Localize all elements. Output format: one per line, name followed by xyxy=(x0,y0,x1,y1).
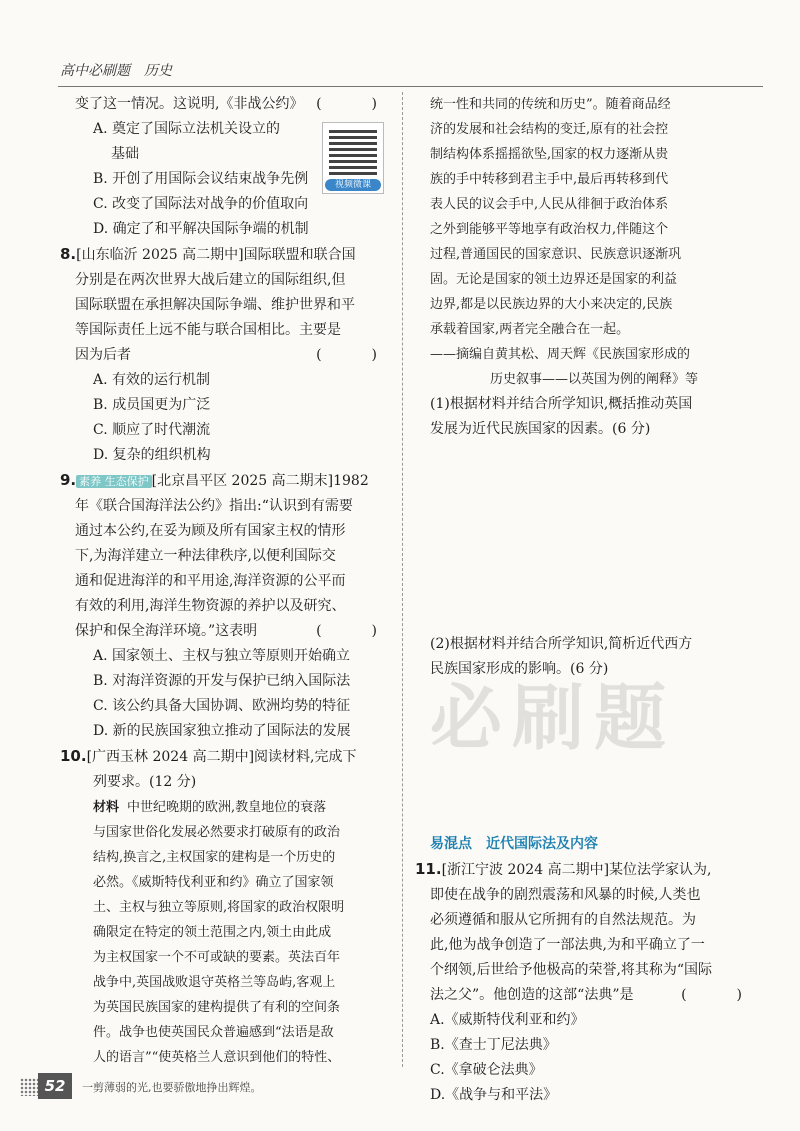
material-line: 承载着国家,两者完全融合在一起。 xyxy=(430,322,630,337)
section-title: 易混点 近代国际法及内容 xyxy=(430,836,598,852)
q7-option-a: A. 奠定了国际立法机关设立的 xyxy=(93,121,281,137)
q8-number: 8. xyxy=(60,245,77,263)
material-line: 制结构体系摇摇欲坠,国家的权力逐渐从贵 xyxy=(430,147,669,162)
q8-option-d: D. 复杂的组织机构 xyxy=(93,447,211,463)
answer-space-1[interactable] xyxy=(430,442,760,632)
q9-option-b: B. 对海洋资源的开发与保护已纳入国际法 xyxy=(93,673,351,689)
material-line: 人的语言”“使英格兰人意识到他们的特性、 xyxy=(93,1050,341,1065)
question-8 xyxy=(60,242,395,468)
q9-option-a: A. 国家领土、主权与独立等原则开始确立 xyxy=(93,648,351,664)
q9-stem-2: 年《联合国海洋法公约》指出:“认识到有需要 xyxy=(75,498,353,514)
q8-option-b: B. 成员国更为广泛 xyxy=(93,397,211,413)
material-line: 过程,普通国民的国家意识、民族意识逐渐巩 xyxy=(430,247,682,262)
literacy-tag: 素养 生态保护 xyxy=(76,475,152,488)
answer-paren: ( ) xyxy=(316,96,395,112)
q10-stem-1: [广西玉林 2024 高二期中]阅读材料,完成下 xyxy=(86,749,357,765)
material-line: 为英国民族国家的建构提供了有利的空间条 xyxy=(93,1000,341,1015)
page-number: 52 xyxy=(38,1073,72,1099)
watermark-logo: 必刷题 xyxy=(430,676,677,760)
q10-subquestion-2: (2)根据材料并结合所学知识,简析近代西方 xyxy=(430,636,693,652)
material-line: 为主权国家一个不可或缺的要素。英法百年 xyxy=(93,950,341,965)
page-footer xyxy=(20,1070,780,1115)
material-line: 表人民的议会手中,人民从徘徊于政治体系 xyxy=(430,197,669,212)
answer-paren: ( ) xyxy=(316,623,395,639)
video-qr-code[interactable] xyxy=(322,122,384,194)
header-rule xyxy=(58,86,763,87)
q8-stem-3: 国际联盟在承担解决国际争端、维护世界和平 xyxy=(75,297,355,313)
q7-option-d: D. 确定了和平解决国际争端的机制 xyxy=(93,221,309,237)
answer-paren: ( ) xyxy=(681,987,760,1003)
q9-stem-3: 通过本公约,在妥为顾及所有国家主权的情形 xyxy=(75,523,346,539)
q10-material xyxy=(75,795,395,1070)
material-line: 之外到能够平等地享有政治权力,伴随这个 xyxy=(430,222,669,237)
q11-stem-2: 即使在战争的剧烈震荡和风暴的时候,人类也 xyxy=(430,887,701,903)
q11-stem-4: 此,他为战争创造了一部法典,为和平确立了一 xyxy=(430,937,705,953)
q9-stem-4: 下,为海洋建立一种法律秩序,以便利国际交 xyxy=(75,548,336,564)
material-line: 中世纪晚期的欧洲,教皇地位的衰落 xyxy=(127,800,327,815)
material-line: 结构,换言之,主权国家的建构是一个历史的 xyxy=(93,850,336,865)
q11-option-a: A.《威斯特伐利亚和约》 xyxy=(430,1012,585,1028)
video-lesson-label: 视频微课 xyxy=(325,179,381,191)
q11-option-d: D.《战争与和平法》 xyxy=(430,1087,558,1103)
q11-stem-6: 法之父”。他创造的这部“法典”是 xyxy=(430,987,634,1003)
dot-pattern-icon xyxy=(20,1078,38,1096)
material-line: 土、主权与独立等原则,将国家的政治权限明 xyxy=(93,900,345,915)
right-column xyxy=(415,92,760,1108)
q9-option-c: C. 该公约具备大国协调、欧洲均势的特征 xyxy=(93,698,351,714)
question-10 xyxy=(60,744,395,1070)
material-line: 统一性和共同的传统和历史”。随着商品经 xyxy=(430,97,671,112)
q9-stem-5: 通和促进海洋的和平用途,海洋资源的公平而 xyxy=(75,573,346,589)
material-line: 与国家世俗化发展必然要求打破原有的政治 xyxy=(93,825,341,840)
q9-number: 9. xyxy=(60,471,77,489)
q7-option-a-cont: 基础 xyxy=(111,146,139,162)
q10-subquestion-1: (1)根据材料并结合所学知识,概括推动英国 xyxy=(430,396,693,412)
q11-option-b: B.《查士丁尼法典》 xyxy=(430,1037,557,1053)
q8-option-c: C. 顺应了时代潮流 xyxy=(93,422,211,438)
q9-stem-6: 有效的利用,海洋生物资源的养护以及研究、 xyxy=(75,598,346,614)
material-line: 件。战争也使英国民众普遍感到“法语是敌 xyxy=(93,1025,334,1040)
left-column xyxy=(60,92,395,1070)
q8-stem-1: [山东临沂 2025 高二期中]国际联盟和联合国 xyxy=(76,247,356,263)
q8-stem-4: 等国际责任上远不能与联合国相比。主要是 xyxy=(75,322,341,338)
q10-material-continued xyxy=(430,92,760,392)
material-line: 固。无论是国家的领土边界还是国家的利益 xyxy=(430,272,678,287)
q9-stem-7: 保护和保全海洋环境。”这表明 xyxy=(75,623,258,639)
q8-option-a: A. 有效的运行机制 xyxy=(93,372,211,388)
material-line: 确限定在特定的领土范围之内,领土由此成 xyxy=(93,925,332,940)
material-line: 济的发展和社会结构的变迁,原有的社会控 xyxy=(430,122,669,137)
q7-stem: 变了这一情况。这说明,《非战公约》 xyxy=(75,96,304,112)
material-label: 材料 xyxy=(93,800,120,815)
material-line: 边界,都是以民族边界的大小来决定的,民族 xyxy=(430,297,673,312)
material-line: 族的手中转移到君主手中,最后再转移到代 xyxy=(430,172,669,187)
material-line: 必然。《威斯特伐利亚和约》确立了国家领 xyxy=(93,875,334,890)
q8-stem-5: 因为后者 xyxy=(75,347,131,363)
column-divider xyxy=(402,92,403,1067)
q11-stem-3: 必须遵循和服从它所拥有的自然法规范。为 xyxy=(430,912,696,928)
q7-option-c: C. 改变了国际法对战争的价值取向 xyxy=(93,196,309,212)
q10-subquestion-1-cont: 发展为近代民族国家的因素。(6 分) xyxy=(430,421,651,437)
source-citation: 历史叙事——以英国为例的阐释》等 xyxy=(490,372,699,387)
qr-code-icon xyxy=(329,127,377,175)
q11-stem-5: 个纲领,后世给予他极高的荣誉,将其称为“国际 xyxy=(430,962,713,978)
q10-subquestion-2-cont: 民族国家形成的影响。(6 分) xyxy=(430,661,609,677)
q10-number: 10. xyxy=(60,747,87,765)
q9-stem-1: [北京昌平区 2025 高二期末]1982 xyxy=(151,473,369,489)
answer-paren: ( ) xyxy=(316,347,395,363)
q11-stem-1: [浙江宁波 2024 高二期中]某位法学家认为, xyxy=(441,862,712,878)
q11-number: 11. xyxy=(415,860,442,878)
source-citation: ——摘编自黄其松、周天辉《民族国家形成的 xyxy=(430,347,691,362)
q10-stem-2: 列要求。(12 分) xyxy=(93,774,197,790)
q7-option-b: B. 开创了用国际会议结束战争先例 xyxy=(93,171,309,187)
q8-stem-2: 分别是在两次世界大战后建立的国际组织,但 xyxy=(75,272,346,288)
q9-option-d: D. 新的民族国家独立推动了国际法的发展 xyxy=(93,723,351,739)
material-line: 战争中,英国战败退守英格兰等岛屿,客观上 xyxy=(93,975,336,990)
footer-motto: 一剪薄弱的光,也要骄傲地挣出辉煌。 xyxy=(82,1081,262,1094)
running-header: 高中必刷题 历史 xyxy=(60,63,172,79)
question-9 xyxy=(60,468,395,744)
q11-option-c: C.《拿破仑法典》 xyxy=(430,1062,543,1078)
